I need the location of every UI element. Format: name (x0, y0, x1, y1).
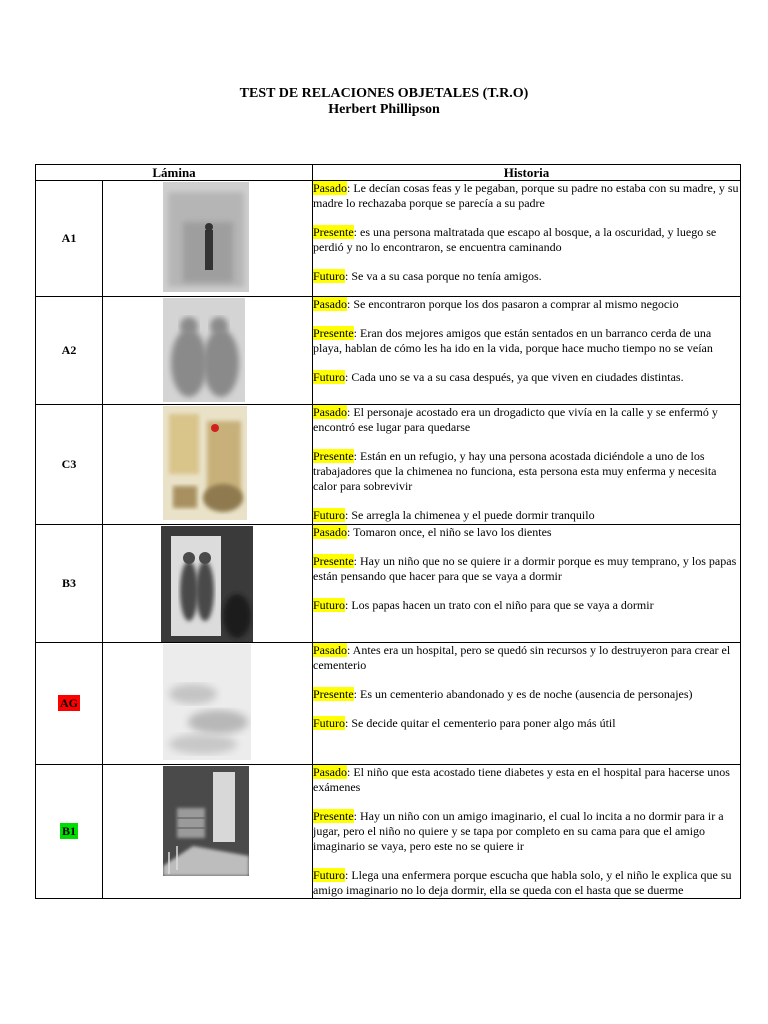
table-row (36, 297, 741, 405)
lamina-code: C3 (36, 405, 103, 525)
historia-cell (313, 643, 741, 765)
historia-cell (313, 525, 741, 643)
historia-cell (313, 181, 741, 297)
lamina-image (163, 298, 245, 402)
lamina-code: A1 (36, 181, 103, 297)
futuro-entry: Futuro: Llega una enfermera porque escucha que habla solo, y el niño le explica que su amigo imaginario no lo deja dormir, ella se queda con el hasta que se duerme (313, 868, 732, 897)
lamina-image-cell (103, 525, 313, 643)
presente-entry: Presente: Eran dos mejores amigos que están sentados en un barranco cerda de una playa, hablan de cómo les ha ido en la vida, porque hace mucho tiempo no se veían (313, 326, 713, 355)
document-title: TEST DE RELACIONES OBJETALES (T.R.O) (239, 86, 529, 101)
pasado-entry: Pasado: El niño que esta acostado tiene diabetes y esta en el hospital para hacerse unos exámenes (313, 765, 730, 794)
pasado-entry: Pasado: Le decían cosas feas y le pegaban, porque su padre no estaba con su madre, y su madre lo rechazaba porque se parecía a su padre (313, 181, 739, 210)
table-row (36, 643, 741, 765)
table-header-row (36, 165, 741, 181)
presente-entry: Presente: Hay un niño que no se quiere ir a dormir porque es muy temprano, y los papas están pensando que hacer para que se vaya a dormir (313, 554, 737, 583)
historia-cell (313, 405, 741, 525)
historia-cell (313, 765, 741, 899)
pasado-entry: Pasado: El personaje acostado era un drogadicto que vivía en la calle y se enfermó y encontró ese lugar para quedarse (313, 405, 718, 434)
table-row (36, 525, 741, 643)
presente-entry: Presente: es una persona maltratada que escapo al bosque, a la oscuridad, y luego se perdió y no lo encontraron, se encuentra caminando (313, 225, 717, 254)
pasado-entry: Pasado: Se encontraron porque los dos pasaron a comprar al mismo negocio (313, 297, 679, 311)
pasado-entry: Pasado: Antes era un hospital, pero se quedó sin recursos y lo destruyeron para crear el cementerio (313, 643, 731, 672)
historia-cell (313, 297, 741, 405)
lamina-code: B1 (36, 765, 103, 899)
presente-entry: Presente: Están en un refugio, y hay una persona acostada diciéndole a uno de los trabajadores que la chimenea no funciona, esta persona esta muy enferma y necesita calor para sobrevivir (313, 449, 717, 493)
lamina-image (163, 406, 247, 520)
lamina-image (163, 182, 249, 292)
futuro-entry: Futuro: Se va a su casa porque no tenía amigos. (313, 269, 542, 283)
lamina-image-cell (103, 405, 313, 525)
futuro-entry: Futuro: Cada uno se va a su casa después, ya que viven en ciudades distintas. (313, 370, 684, 384)
table-row (36, 765, 741, 899)
lamina-image-cell (103, 181, 313, 297)
table-row (36, 181, 741, 297)
lamina-image (161, 526, 253, 642)
futuro-entry: Futuro: Se decide quitar el cementerio para poner algo más útil (313, 716, 616, 730)
lamina-image (163, 766, 249, 876)
lamina-image-cell (103, 643, 313, 765)
presente-entry: Presente: Hay un niño con un amigo imaginario, el cual lo incita a no dormir para ir a jugar, pero el niño no quiere y se tapa por completo en su cama para que el amigo imaginario se vaya, pero este no se quiere ir (313, 809, 724, 853)
lamina-code: B3 (36, 525, 103, 643)
futuro-entry: Futuro: Los papas hacen un trato con el niño para que se vaya a dormir (313, 598, 654, 612)
table-row (36, 405, 741, 525)
lamina-code: AG (36, 643, 103, 765)
futuro-entry: Futuro: Se arregla la chimenea y el puede dormir tranquilo (313, 508, 595, 522)
document-header (0, 86, 768, 118)
tro-table (35, 164, 741, 899)
document-author: Herbert Phillipson (328, 102, 440, 117)
lamina-image (163, 644, 251, 760)
lamina-code: A2 (36, 297, 103, 405)
header-lamina: Lámina (36, 165, 313, 181)
header-historia: Historia (313, 165, 741, 181)
presente-entry: Presente: Es un cementerio abandonado y es de noche (ausencia de personajes) (313, 687, 693, 701)
pasado-entry: Pasado: Tomaron once, el niño se lavo los dientes (313, 525, 552, 539)
lamina-image-cell (103, 765, 313, 899)
lamina-image-cell (103, 297, 313, 405)
